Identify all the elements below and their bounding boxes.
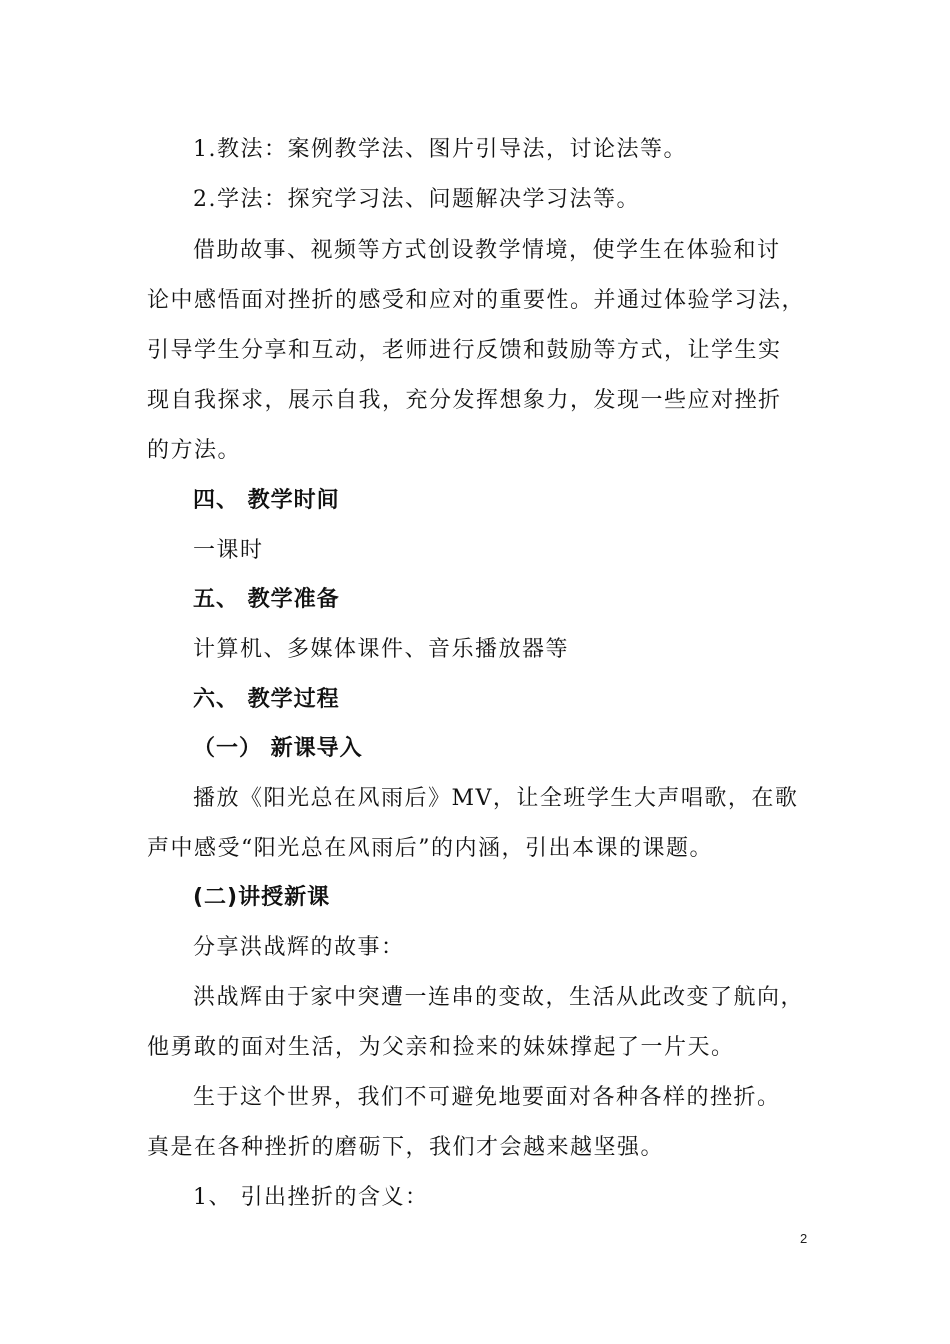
section-heading-teaching-time: 四、 教学时间 [193,488,340,513]
paragraph-line: 洪战辉由于家中突遭一连串的变故，生活从此改变了航向， [193,985,805,1010]
section-heading-teaching-preparation: 五、 教学准备 [193,587,340,612]
teaching-method-line: 1.教法：案例教学法、图片引导法，讨论法等。 [193,137,687,162]
paragraph-line: 他勇敢的面对生活，为父亲和捡来的妹妹撑起了一片天。 [147,1035,735,1060]
paragraph-line: 分享洪战辉的故事： [193,935,405,960]
paragraph-line: 声中感受“阳光总在风雨后”的内涵，引出本课的课题。 [147,836,713,861]
subheading-teaching-new-lesson: (二)讲授新课 [193,885,331,910]
paragraph-line: 播放《阳光总在风雨后》MV，让全班学生大声唱歌，在歌 [193,786,799,811]
section-heading-teaching-process: 六、 教学过程 [193,687,340,712]
paragraph-line: 的方法。 [147,438,242,463]
paragraph-line: 现自我探求，展示自我，充分发挥想象力，发现一些应对挫折 [147,388,782,413]
teaching-time-value: 一课时 [193,538,264,563]
numbered-item: 1、 引出挫折的含义： [193,1185,429,1210]
paragraph-line: 借助故事、视频等方式创设教学情境，使学生在体验和讨 [193,238,781,263]
subheading-new-lesson-intro: （一） 新课导入 [193,736,363,761]
paragraph-line: 引导学生分享和互动，老师进行反馈和鼓励等方式，让学生实 [147,338,782,363]
paragraph-line: 生于这个世界，我们不可避免地要面对各种各样的挫折。 [193,1085,781,1110]
paragraph-line: 论中感悟面对挫折的感受和应对的重要性。并通过体验学习法， [147,288,806,313]
page-number: 2 [800,1231,808,1246]
paragraph-line: 真是在各种挫折的磨砺下，我们才会越来越坚强。 [147,1135,665,1160]
learning-method-line: 2.学法：探究学习法、问题解决学习法等。 [193,187,640,212]
teaching-preparation-value: 计算机、多媒体课件、音乐播放器等 [193,637,570,662]
